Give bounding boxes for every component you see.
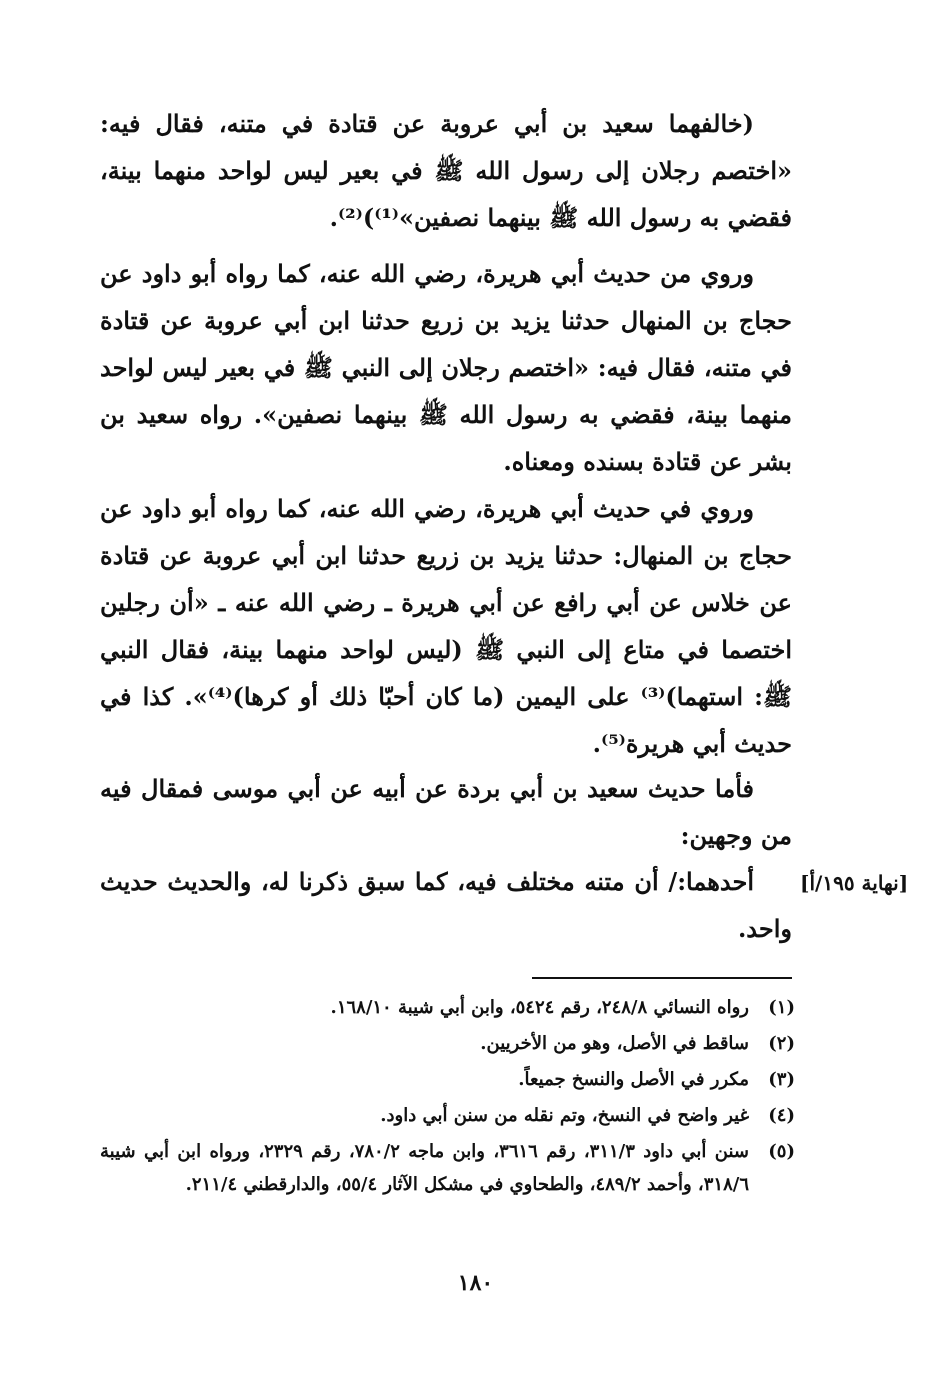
footnote-number: (٣) — [768, 1069, 795, 1090]
paragraph-1-text: (خالفهما سعيد بن أبي عروبة عن قتادة في متنه، فقال فيه: «اختصم رجلان إلى رسول الله ﷺ في بعير ليس لواحد منهما بينة، فقضي به رسول الله ﷺ بينهما نصفين»⁽¹⁾)⁽²⁾. — [100, 109, 792, 232]
footnote-4 — [100, 1098, 795, 1134]
footnote-text: سنن أبي داود ٣١١/٣، رقم ٣٦١٦، وابن ماجه ٧٨٠/٢، رقم ٢٣٢٩، ورواه ابن أبي شيبة ٣١٨/٦، وأحمد ٤٨٩/٢، والطحاوي في مشكل الآثار ٥٥/٤، والدارقطني ٢١١/٤. — [100, 1141, 749, 1195]
footnote-text: رواه النسائي ٢٤٨/٨، رقم ٥٤٢٤، وابن أبي شيبة ١٦٨/١٠. — [330, 997, 749, 1018]
footnote-number: (٥) — [768, 1141, 795, 1162]
paragraph-4-text: فأما حديث سعيد بن أبي بردة عن أبيه عن أبي موسى فمقال فيه من وجهين: — [100, 774, 792, 850]
footnote-1 — [100, 990, 795, 1026]
paragraph-5 — [100, 858, 792, 952]
paragraph-5-text: أن متنه مختلف فيه، كما سبق ذكرنا له، والحديث حديث واحد. — [100, 867, 792, 943]
manuscript-folio-note: [نهاية ١٩٥/أ] — [800, 871, 909, 895]
paragraph-2-text: وروي من حديث أبي هريرة، رضي الله عنه، كما رواه أبو داود عن حجاج بن المنهال حدثنا يزيد بن زريع حدثنا ابن أبي عروبة عن قتادة في متنه، فقال فيه: «اختصم رجلان إلى النبي ﷺ في بعير ليس لواحد منهما بينة، فقضي به رسول الله ﷺ بينهما نصفين». رواه سعيد بن بشر عن قتادة بسنده ومعناه. — [100, 259, 792, 476]
paragraph-1 — [100, 100, 792, 241]
footnote-3 — [100, 1062, 795, 1098]
paragraph-3-text: وروي في حديث أبي هريرة، رضي الله عنه، كما رواه أبو داود عن حجاج بن المنهال: حدثنا يزيد بن زريع حدثنا ابن أبي عروبة عن قتادة عن خلاس عن أبي رافع عن أبي هريرة ـ رضي الله عنه ـ «أن رجلين اختصما في متاع إلى النبي ﷺ (ليس لواحد منهما بينة، فقال النبي ﷺ: استهما)⁽³⁾ على اليمين (ما كان أحبّا ذلك أو كرها)⁽⁴⁾». كذا في حديث أبي هريرة⁽⁵⁾. — [100, 494, 793, 758]
paragraph-4 — [100, 765, 792, 859]
paragraph-3 — [100, 485, 792, 767]
page-number: ١٨٠ — [457, 1270, 494, 1296]
footnote-2 — [100, 1026, 795, 1062]
footnote-text: ساقط في الأصل، وهو من الأخريين. — [480, 1033, 749, 1054]
footnotes — [100, 990, 795, 1201]
footnote-divider — [532, 977, 792, 979]
footnote-number: (٢) — [768, 1033, 795, 1054]
footnote-text: مكرر في الأصل والنسخ جميعاً. — [518, 1069, 749, 1090]
paragraph-2 — [100, 250, 792, 485]
footnote-number: (٤) — [768, 1105, 795, 1126]
footnote-number: (١) — [768, 997, 795, 1018]
footnote-text: غير واضح في النسخ، وتم نقله من سنن أبي داود. — [380, 1105, 749, 1126]
paragraph-5-label: أحدهما:/ — [668, 867, 754, 896]
footnote-5 — [100, 1134, 795, 1201]
